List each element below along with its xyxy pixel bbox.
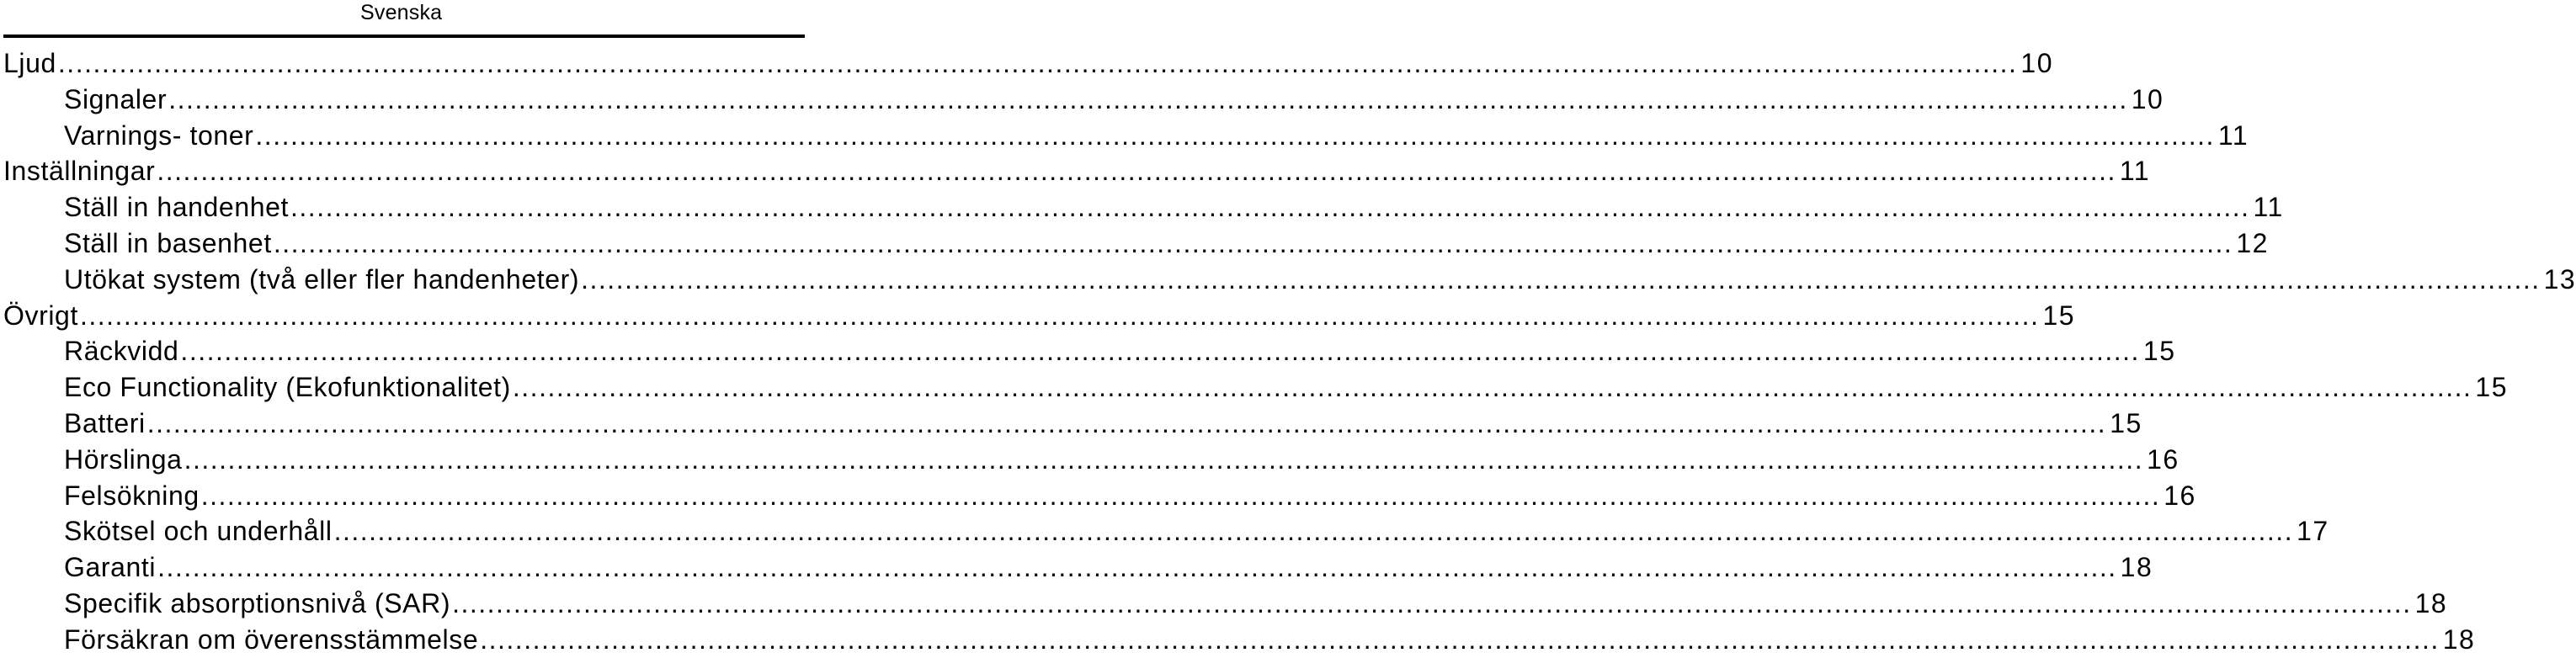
toc-subsection-entry[interactable]	[0, 262, 2576, 298]
toc-dot-leader	[147, 406, 2107, 442]
toc-page-number: 15	[2142, 336, 2176, 367]
toc-subsection-entry[interactable]	[0, 549, 2153, 586]
toc-subsection-entry[interactable]	[0, 478, 2196, 514]
toc-page-number: 18	[2414, 587, 2448, 618]
toc-page-number: 11	[2217, 119, 2249, 151]
toc-dot-leader	[513, 369, 2472, 406]
toc-dot-leader	[480, 622, 2440, 658]
toc-page-number: 11	[2119, 156, 2151, 187]
toc-page-number: 18	[2442, 624, 2476, 655]
toc-page-number: 11	[2253, 192, 2284, 223]
toc-section-entry[interactable]	[0, 298, 2076, 334]
toc-entry-label: Skötsel och underhåll	[64, 516, 333, 547]
toc-page-number: 10	[2020, 48, 2053, 78]
toc-entry-label: Försäkran om överensstämmelse	[64, 624, 479, 655]
toc-dot-leader	[180, 333, 2140, 369]
toc-subsection-entry[interactable]	[0, 406, 2142, 442]
toc-dot-leader	[168, 82, 2128, 118]
toc-section-entry[interactable]	[0, 45, 2053, 82]
toc-page-number: 15	[2475, 372, 2508, 403]
toc-page-number: 10	[2131, 83, 2164, 114]
toc-dot-leader	[157, 153, 2116, 189]
toc-dot-leader	[452, 586, 2412, 622]
toc-entry-label: Varnings- toner	[64, 119, 254, 151]
toc-subsection-entry[interactable]	[0, 442, 2179, 478]
toc-page-number: 13	[2543, 263, 2576, 295]
toc-subsection-entry[interactable]	[0, 622, 2476, 658]
toc-entry-label: Batteri	[64, 407, 146, 438]
toc-subsection-entry[interactable]	[0, 586, 2448, 622]
toc-entry-label: Eco Functionality (Ekofunktionalitet)	[64, 372, 511, 403]
toc-subsection-entry[interactable]	[0, 118, 2249, 154]
toc-entry-label: Hörslinga	[64, 443, 183, 475]
page-header-title: Svenska	[360, 1, 443, 24]
toc-subsection-entry[interactable]	[0, 333, 2176, 369]
toc-entry-label: Felsökning	[64, 480, 200, 511]
toc-subsection-entry[interactable]	[0, 369, 2508, 406]
toc-dot-leader	[274, 226, 2233, 262]
toc-dot-leader	[581, 262, 2541, 298]
toc-entry-label: Ljud	[3, 48, 56, 78]
toc-page-number: 17	[2297, 516, 2329, 547]
toc-page-number: 12	[2236, 227, 2269, 258]
toc-entry-label: Garanti	[64, 552, 157, 583]
toc-entry-label: Inställningar	[3, 156, 156, 187]
toc-dot-leader	[201, 478, 2161, 514]
toc-dot-leader	[80, 298, 2040, 334]
toc-entry-label: Räckvidd	[64, 336, 179, 367]
toc-page-number: 16	[2147, 443, 2179, 475]
toc-subsection-entry[interactable]	[0, 226, 2269, 262]
toc-page-number: 16	[2164, 480, 2196, 511]
table-of-contents	[0, 45, 2576, 658]
toc-entry-label: Övrigt	[3, 300, 78, 331]
toc-dot-leader	[255, 118, 2215, 154]
toc-entry-label: Ställ in basenhet	[64, 227, 272, 258]
toc-dot-leader	[334, 513, 2294, 549]
toc-subsection-entry[interactable]	[0, 189, 2284, 226]
toc-dot-leader	[290, 189, 2250, 226]
toc-page-number: 18	[2120, 552, 2153, 583]
toc-entry-label: Signaler	[64, 83, 168, 114]
toc-dot-leader	[58, 45, 2018, 82]
toc-entry-label: Specifik absorptionsnivå (SAR)	[64, 587, 451, 618]
toc-subsection-entry[interactable]	[0, 82, 2164, 118]
header-divider	[3, 34, 805, 38]
toc-section-entry[interactable]	[0, 153, 2151, 189]
toc-dot-leader	[157, 549, 2117, 586]
toc-page-number: 15	[2110, 407, 2142, 438]
toc-entry-label: Utökat system (två eller fler handenheter)	[64, 263, 580, 295]
toc-subsection-entry[interactable]	[0, 513, 2329, 549]
toc-page-number: 15	[2042, 300, 2076, 331]
toc-dot-leader	[184, 442, 2144, 478]
toc-entry-label: Ställ in handenhet	[64, 192, 290, 223]
